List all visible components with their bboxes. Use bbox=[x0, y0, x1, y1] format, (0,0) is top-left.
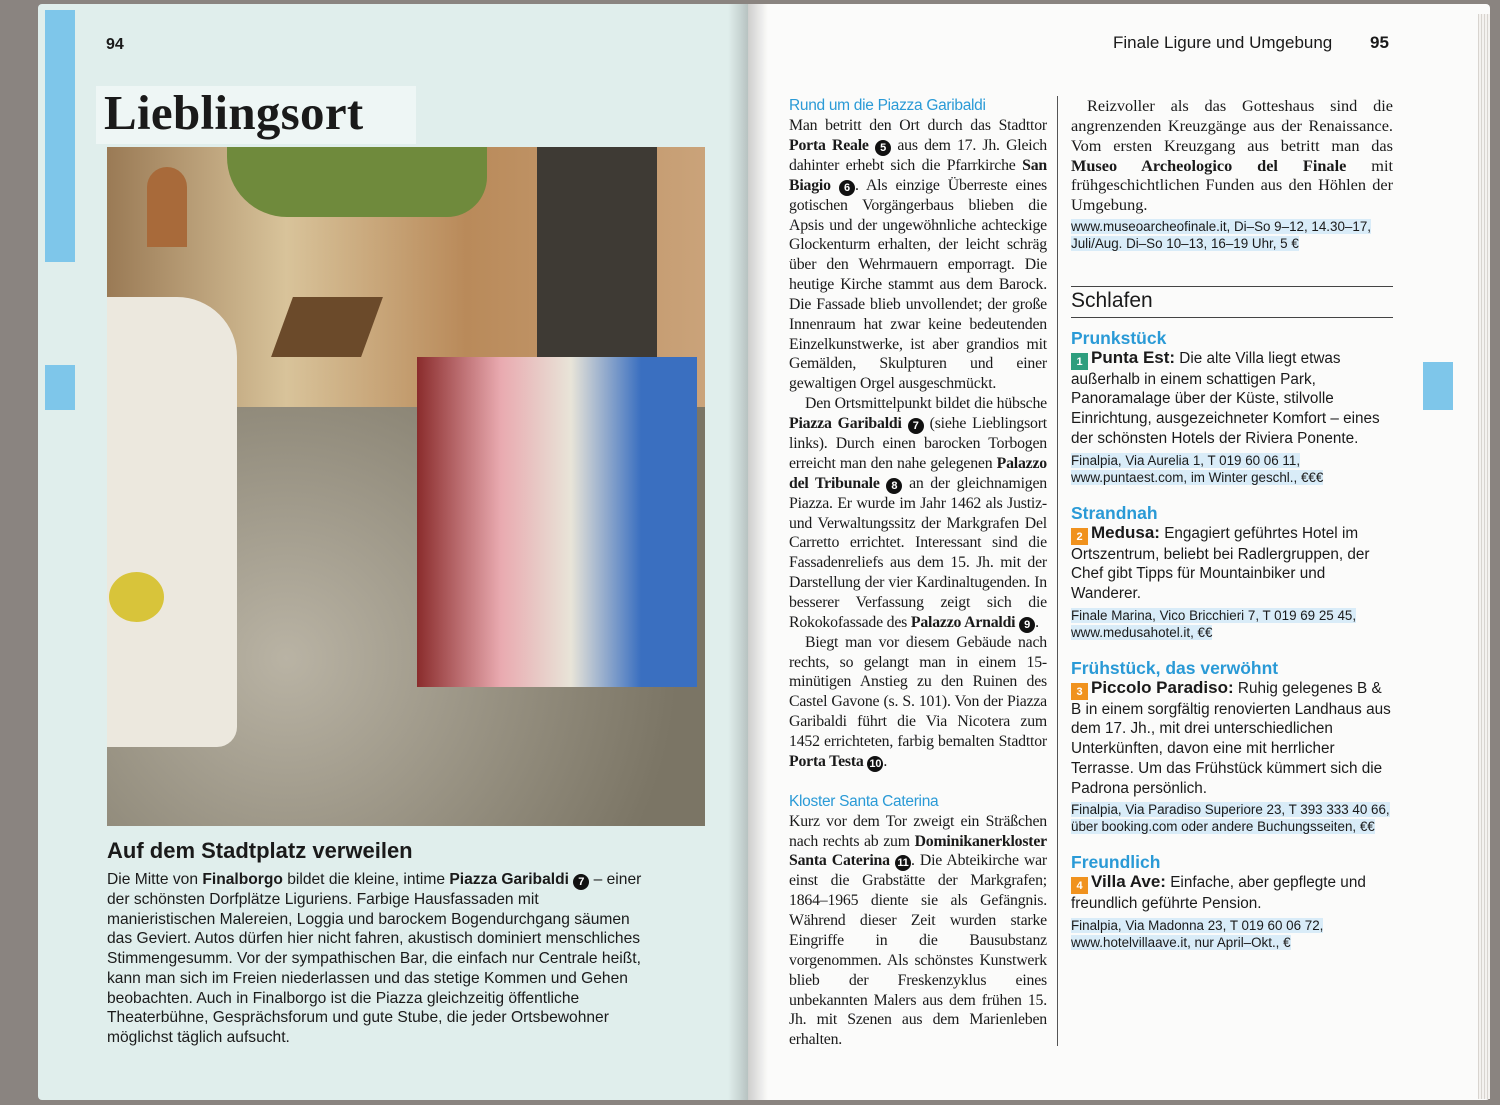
text: Man betritt den Ort durch das Stadttor bbox=[789, 117, 1047, 134]
bold-term: Museo Archeologico del Finale bbox=[1071, 155, 1347, 175]
hotel-category: Strandnah bbox=[1071, 502, 1158, 523]
bold-term: Dominikanerkloster Santa Caterina bbox=[789, 832, 1047, 870]
bold-term: San Biagio bbox=[789, 156, 1047, 194]
bold-term: Porta Testa bbox=[789, 752, 864, 770]
text: an der gleichnamigen Piazza. Er wurde im Jahr 1462 als Justiz- und Verwaltungssitz der Markgrafen Del Carretto errichtet. Interessant sind die Fassadenreliefs aus dem 15. Jh. mit der Darstellung der vier Kardinaltugenden. In besserer Verfassung zeigt sich die Rokokofassade des bbox=[789, 474, 1047, 631]
hotel-text: Die alte Villa liegt etwas außerhalb in einem schattigen Park, Panoramalage über der Küste, stilvolle Einrichtung, ausgezeichneter Komfort – eines der schönsten Hotels der Riviera Ponente. bbox=[1071, 349, 1380, 447]
hotel-info bbox=[1071, 917, 1393, 951]
hotel-description bbox=[1071, 872, 1393, 914]
page-number-left: 94 bbox=[106, 36, 124, 53]
hotel-entry bbox=[1071, 658, 1393, 836]
hotel-name: Piccolo Paradiso: bbox=[1091, 677, 1234, 697]
page-title: Lieblingsort bbox=[104, 85, 364, 140]
hotel-name: Villa Ave: bbox=[1091, 872, 1166, 892]
bold-term: Piazza Garibaldi bbox=[789, 414, 902, 432]
bold-term: Finalborgo bbox=[202, 871, 283, 888]
hotel-number-icon: 2 bbox=[1071, 528, 1088, 545]
body-text bbox=[107, 870, 642, 1048]
hotel-number-icon: 4 bbox=[1071, 877, 1088, 894]
hotel-category: Freundlich bbox=[1071, 852, 1161, 873]
hotel-description bbox=[1071, 678, 1393, 799]
info-text: Finalpia, Via Paradiso Superiore 23, T 393 333 40 66, über booking.com oder andere Buchungsseiten, €€ bbox=[1071, 802, 1390, 835]
hotel-name: Medusa: bbox=[1091, 522, 1160, 542]
text: aus dem 17. Jh. Gleich dahinter erhebt sich die Pfarrkirche bbox=[789, 136, 1048, 174]
hotel-category: Frühstück, das verwöhnt bbox=[1071, 657, 1279, 678]
text: Biegt man vor diesem Gebäude nach rechts, so gelangt man in einem 15-minütigen Anstieg zu den Ruinen des Castel Gavone (s. S. 101). Von der Piazza Garibaldi führt die Via Nicotera zum 1452 errichteten, farbig bemalten Stadttor bbox=[789, 633, 1047, 750]
info-text: Finale Marina, Vico Bricchieri 7, T 019 69 25 45, www.medusahotel.it, €€ bbox=[1071, 607, 1357, 640]
map-marker-number: 5 bbox=[875, 140, 891, 156]
map-marker-number: 11 bbox=[895, 855, 911, 871]
running-head: Finale Ligure und Umgebung bbox=[1113, 33, 1333, 52]
hotel-text: Ruhig gelegenes B & B in einem sorgfältig renovierten Landhaus aus dem 17. Jh., mit drei unterschiedlichen Unterkünften, davon eine mit herrlicher Terrasse. Um das Frühstück kümmert sich die Padrona persönlich. bbox=[1071, 679, 1391, 797]
bold-term: Porta Reale bbox=[789, 136, 869, 154]
info-text: Finalpia, Via Aurelia 1, T 019 60 06 11, www.puntaest.com, im Winter geschl., €€€ bbox=[1071, 452, 1324, 485]
hotel-description bbox=[1071, 523, 1393, 604]
photo-piazza bbox=[107, 147, 705, 826]
thumb-tab bbox=[45, 10, 75, 262]
hotel-info bbox=[1071, 607, 1393, 641]
paragraph bbox=[789, 633, 1047, 772]
section-heading-schlafen: Schlafen bbox=[1071, 286, 1393, 318]
hotel-number-icon: 3 bbox=[1071, 683, 1088, 700]
bold-term: Piazza Garibaldi bbox=[449, 871, 569, 888]
text: Die Mitte von bbox=[107, 871, 203, 888]
text: bildet die kleine, intime bbox=[282, 871, 450, 888]
bold-term: Palazzo Arnaldi bbox=[910, 613, 1016, 631]
text: Reizvoller als das Gotteshaus sind die angrenzenden Kreuzgänge aus der Renaissance. Vom ersten Kreuzgang aus betritt man das bbox=[1071, 96, 1393, 155]
paragraph bbox=[789, 116, 1047, 394]
section-heading: Auf dem Stadtplatz verweilen bbox=[107, 838, 413, 863]
museum-info bbox=[1071, 218, 1393, 252]
map-marker-number: 7 bbox=[908, 418, 924, 434]
hotel-name: Punta Est: bbox=[1091, 347, 1176, 367]
hotel-entry bbox=[1071, 852, 1393, 951]
hotel-list bbox=[1071, 328, 1393, 951]
info-text: Finalpia, Via Madonna 23, T 019 60 06 72, www.hotelvillaave.it, nur April–Okt., € bbox=[1071, 917, 1324, 950]
text: (siehe Lieblingsort links). Durch einen barocken Torbogen erreicht man den nahe gelegenen bbox=[789, 414, 1047, 472]
text: . Als einzige Überreste eines gotischen Vorgängerbaus blieben die Apsis und der ungewöhnliche achteckige Glockenturm erhalten, der leicht schräg über den Wehrmauern emporragt. Die heutige Kirche stammt aus dem Barock. Die Fassade blieb unvollendet; der große Innenraum hat zwar keine bedeutenden Einzelkunstwerke, ist aber grandios mit Gemälden, Skulpturen und einer gewaltigen Orgel ausgeschmückt. bbox=[789, 176, 1047, 393]
column-divider bbox=[1057, 96, 1058, 1046]
thumb-tab bbox=[1423, 362, 1453, 410]
text: mit frühgeschichtlichen Funden aus den Höhlen der Umgebung. bbox=[1071, 155, 1393, 215]
map-marker-number: 7 bbox=[573, 874, 589, 890]
hotel-description bbox=[1071, 348, 1393, 449]
book-gutter bbox=[728, 4, 768, 1100]
bold-term: Palazzo del Tribunale bbox=[789, 454, 1047, 492]
text: . Die Abteikirche war einst die Grabstätte der Markgrafen; 1864–1965 diente sie als Gefängnis. Während dieser Zeit wurden starke Eingriffe in die Bausubstanz vorgenommen. Als schönstes Kunstwerk blieb der Freskenzyklus eines unbekannten Malers aus dem frühen 15. Jh. mit Szenen aus dem Marienleben erhalten. bbox=[789, 852, 1047, 1049]
text: . bbox=[883, 752, 888, 770]
hotel-category: Prunkstück bbox=[1071, 327, 1167, 348]
map-marker-number: 8 bbox=[886, 478, 902, 494]
paragraph bbox=[1071, 96, 1393, 215]
text-column-middle bbox=[789, 96, 1047, 1050]
map-marker-number: 9 bbox=[1019, 617, 1035, 633]
text: Kurz vor dem Tor zweigt ein Sträßchen nach rechts ab zum bbox=[789, 812, 1047, 850]
paragraph bbox=[789, 812, 1047, 1050]
page-edge bbox=[1478, 14, 1490, 1099]
hotel-info bbox=[1071, 801, 1393, 835]
hotel-number-icon: 1 bbox=[1071, 353, 1088, 370]
hotel-entry bbox=[1071, 503, 1393, 641]
map-marker-number: 10 bbox=[867, 756, 883, 772]
hotel-info bbox=[1071, 452, 1393, 486]
text: . bbox=[1035, 613, 1039, 631]
subheading: Rund um die Piazza Garibaldi bbox=[789, 97, 986, 114]
page-number-right: 95 bbox=[1370, 33, 1389, 52]
paragraph bbox=[789, 394, 1047, 633]
hotel-entry bbox=[1071, 328, 1393, 486]
hotel-text: Einfache, aber gepflegte und freundlich geführte Pension. bbox=[1071, 874, 1366, 913]
map-marker-number: 6 bbox=[839, 180, 855, 196]
text: – einer der schönsten Dorfplätze Liguriens. Farbige Hausfassaden mit manieristischen Malereien, Loggia und barockem Bogendurchgang säumen das Geviert. Autos dürfen hier nicht fahren, akustisch dominiert menschliches Stimmengesumm. Vor der sympathischen Bar, die einfach nur Centrale heißt, kann man sich im Freien niederlassen und das stetige Kommen und Gehen beobachten. Auch in Finalborgo ist die Piazza gleichzeitig öffentliche Theaterbühne, Gesprächsforum und gute Stube, die jeder Ortsbewohner möglichst täglich aufsucht. bbox=[107, 871, 642, 1046]
subheading: Kloster Santa Caterina bbox=[789, 792, 939, 810]
thumb-tab bbox=[45, 365, 75, 410]
text-column-right bbox=[1071, 96, 1393, 951]
info-text: www.museoarcheofinale.it, Di–So 9–12, 14.30–17, Juli/Aug. Di–So 10–13, 16–19 Uhr, 5 € bbox=[1071, 219, 1371, 252]
text: Den Ortsmittelpunkt bildet die hübsche bbox=[805, 395, 1047, 413]
hotel-text: Engagiert geführtes Hotel im Ortszentrum, beliebt bei Radlergruppen, der Chef gibt Tipps für Mountainbiker und Wanderer. bbox=[1071, 524, 1370, 602]
